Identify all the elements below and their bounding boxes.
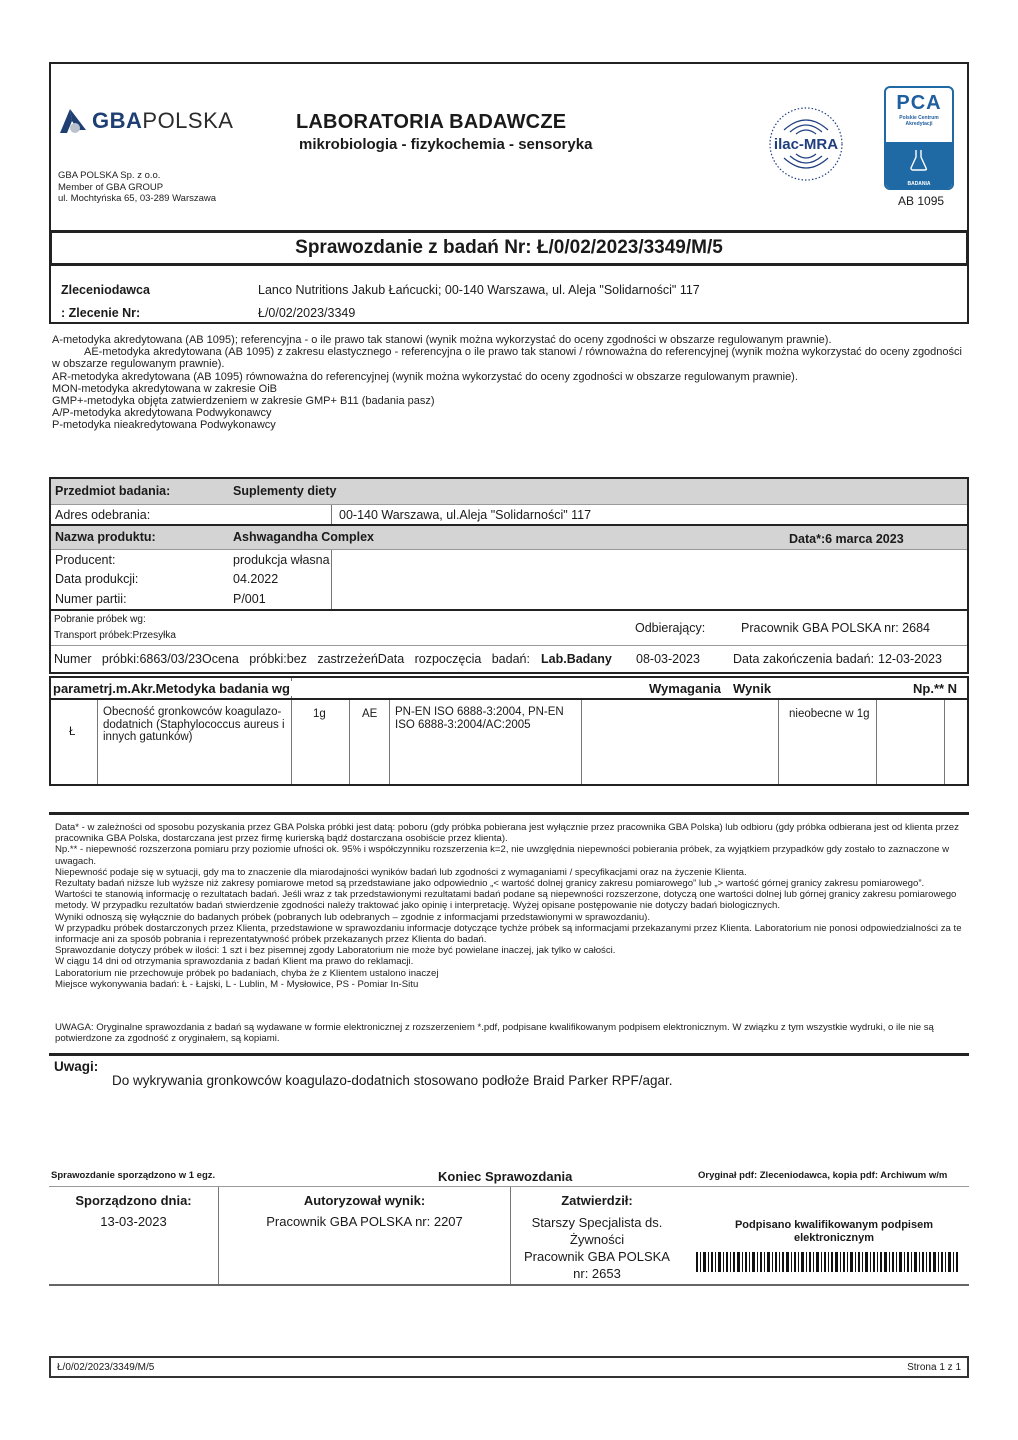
client-value: Lanco Nutritions Jakub Łańcucki; 00-140 Warszawa, ul. Aleja "Solidarności" 117 bbox=[258, 283, 700, 297]
accreditation-number: AB 1095 bbox=[898, 194, 945, 208]
svg-text:ilac-MRA: ilac-MRA bbox=[773, 136, 839, 153]
gba-logo-icon bbox=[58, 108, 88, 134]
producer-block: Producent: produkcja własna Data produkcji: 04.2022 Numer partii: P/001 bbox=[51, 549, 967, 609]
approved-col: Zatwierdził: Starszy Specjalista ds. Żywności Pracownik GBA POLSKA nr: 2653 bbox=[524, 1193, 670, 1281]
sample-info-row: Numer próbki:6863/03/23Ocena próbki:bez zastrzeżeńData rozpoczęcia badań: Lab.Badany 08-03-2023 Data zakończenia badań: 12-03-2023 bbox=[51, 645, 967, 672]
page-number: Strona 1 z 1 bbox=[907, 1362, 961, 1373]
table-row: Ł Obecność gronkowców koagulazo-dodatnich (Staphylococcus aureus i innych gatunków) 1g AE PN-EN ISO 6888-3:2004, PN-EN ISO 6888-3:2004/AC:2005 nieobecne w 1g bbox=[69, 706, 870, 743]
lab-title: LABORATORIA BADAWCZE bbox=[296, 111, 567, 133]
report-title: Sprawozdanie z badań Nr: Ł/0/02/2023/3349/M/5 bbox=[295, 237, 723, 258]
receiver-value: Pracownik GBA POLSKA nr: 2684 bbox=[741, 621, 930, 635]
copies-note: Sprawozdanie sporządzono w 1 egz. bbox=[51, 1170, 216, 1181]
barcode-icon bbox=[696, 1252, 960, 1272]
address-row: Adres odebrania: 00-140 Warszawa, ul.Aleja "Solidarności" 117 bbox=[51, 504, 967, 524]
gba-logo bbox=[58, 108, 233, 134]
order-value: Ł/0/02/2023/3349 bbox=[258, 306, 356, 320]
order-row: : Zlecenie Nr: Ł/0/02/2023/3349 bbox=[61, 306, 356, 320]
results-header-row: parametrj.m.Akr.Metodyka badania wg Wymagania Wynik Np.** N bbox=[51, 678, 967, 700]
divider bbox=[49, 812, 969, 815]
company-info: GBA POLSKA Sp. z o.o. Member of GBA GROUP ul. Mochtyńska 65, 03-289 Warszawa bbox=[58, 170, 217, 204]
remarks-label: Uwagi: bbox=[54, 1059, 99, 1074]
gba-logo-text: GBAPOLSKA bbox=[92, 108, 234, 133]
sample-date: Data*:6 marca 2023 bbox=[789, 532, 904, 546]
authorized-col: Autoryzował wynik: Pracownik GBA POLSKA nr: 2207 bbox=[219, 1187, 511, 1284]
sampling-row: Pobranie próbek wg: Transport próbek:Przesyłka Odbierający: Pracownik GBA POLSKA nr: 2684 bbox=[51, 609, 967, 645]
client-box bbox=[49, 266, 969, 324]
remarks-text: Do wykrywania gronkowców koagulazo-dodatnich stosowano podłoże Braid Parker RPF/agar. bbox=[112, 1073, 673, 1088]
flask-icon bbox=[909, 148, 929, 172]
report-title-box bbox=[49, 230, 969, 266]
footer-doc-number: Ł/0/02/2023/3349/M/5 bbox=[57, 1362, 155, 1373]
result-value: nieobecne w 1g bbox=[789, 708, 870, 720]
ilac-mra-logo-icon bbox=[768, 100, 844, 188]
signature-note: Podpisano kwalifikowanym podpisem elektronicznym bbox=[734, 1219, 934, 1244]
subject-row: Przedmiot badania: Suplementy diety bbox=[51, 479, 967, 504]
footnotes: Data* - w zależności od sposobu pozyskania przez GBA Polska próbki jest datą: poboru (gdy próbka pobierana jest wyłącznie przez pracownika GBA Polska) lub odbioru (gdy próbka odbierana jest od klienta przez pracownika GBA Polska, dostarczana jest przez firmę kurierską bądź dostarczana osobiście przez klienta). Np.** - niepewność rozszerzona pomiaru przy poziomie ufności ok. 95% i współczynniku rozszerzenia k=2, nie uwzględnia niepewności pobierania próbek, za wyjątkiem przypadków gdy zostało to zaznaczone w uwagach. Niepewność podaje się w sytuacji, gdy ma to znaczenie dla miarodajności wyników badań lub zgodności z wymaganiami / specyfikacjami oraz na życzenie Klienta. Rezultaty badań niższe lub wyższe niż zakresy pomiarowe metod są przedstawiane jako odpowiednio „< wartość dolnej granicy zakresu pomiarowego” lub „> wartość górnej granicy zakresu pomiarowego”. Wartości te stanowią informację o rezultatach badań. Jeśli wraz z tak przedstawionymi rezultatami badań podane są niepewności rozszerzone, dotyczą one wartości dolnej lub górnej granicy zakresu pomiarowego metody. W przypadku rezultatów badań stwierdzenie zgodności należy traktować jako opinię i interpretację. Wyżej opisane postępowanie nie dotyczy badań biologicznych. Wyniki odnoszą się wyłącznie do badanych próbek (pobranych lub odebranych – zgodnie z informacjami przedstawionymi w sprawozdaniu). W przypadku próbek dostarczonych przez Klienta, przedstawione w sprawozdaniu informacje dotyczące tychże próbek są informacjami przekazanymi przez Klienta. Laboratorium nie ponosi odpowiedzialności za te informacje ani za sposób pobrania i reprezentatywność próbek przekazanych przez Klienta do badań. Sprawozdanie dotyczy próbek w ilości: 1 szt i bez pisemnej zgody Laboratorium nie może być powielane inaczej, jak tylko w całości. W ciągu 14 dni od otrzymania sprawozdania z badań Klient ma prawo do reklamacji. Laboratorium nie przechowuje próbek po badaniach, chyba że z Klientem ustalono inaczej Miejsce wykonywania badań: Ł - Łajski, L - Lublin, M - Mysłowice, PS - Pomiar In-Situ bbox=[55, 822, 962, 990]
divider bbox=[49, 1053, 969, 1056]
warning-text: UWAGA: Oryginalne sprawozdania z badań są wydawane w formie elektronicznej z rozszerzeniem *.pdf, podpisane kwalifikowanym podpisem elektronicznym. W związku z tym wszystkie wydruki, o ile nie są potwierdzone za zgodność z oryginałem, są kopiami. bbox=[55, 1022, 934, 1045]
product-name-row: Nazwa produktu: Ashwagandha Complex Data*:6 marca 2023 bbox=[51, 524, 967, 549]
original-note: Oryginał pdf: Zleceniodawca, kopia pdf: Archiwum w/m bbox=[698, 1170, 948, 1181]
prepared-col: Sporządzono dnia: 13-03-2023 bbox=[49, 1187, 219, 1284]
lab-subtitle: mikrobiologia - fizykochemia - sensoryka bbox=[299, 136, 593, 153]
method-legend: A-metodyka akredytowana (AB 1095); referencyjna - o ile prawo tak stanowi (wynik można wykorzystać do oceny zgodności w obszarze regulowanym prawnie). AE-metodyka akredytowana (AB 1095) z zakresu elastycznego - referencyjna o ile prawo tak stanowi / równoważna do referencyjnej (wynik można wykorzystać do oceny zgodności w obszarze regulowanym prawnie). AR-metodyka akredytowana (AB 1095) równoważna do referencyjnej (wynik można wykorzystać do oceny zgodności w obszarze regulowanym prawnie). MON-metodyka akredytowana w zakresie OiB GMP+-metodyka objęta zatwierdzeniem w zakresie GMP+ B11 (badania pasz) A/P-metodyka akredytowana Podwykonawcy P-metodyka nieakredytowana Podwykonawcy bbox=[52, 334, 962, 432]
product-table bbox=[49, 477, 969, 674]
end-of-report: Koniec Sprawozdania bbox=[438, 1169, 573, 1184]
results-table bbox=[49, 676, 969, 786]
client-row: Zleceniodawca Lanco Nutritions Jakub Łańcucki; 00-140 Warszawa, ul. Aleja "Solidarności" 117 bbox=[61, 283, 700, 297]
pca-accreditation-logo: PCA Polskie Centrum Akredytacji BADANIA bbox=[884, 86, 954, 190]
page-footer bbox=[49, 1356, 969, 1378]
